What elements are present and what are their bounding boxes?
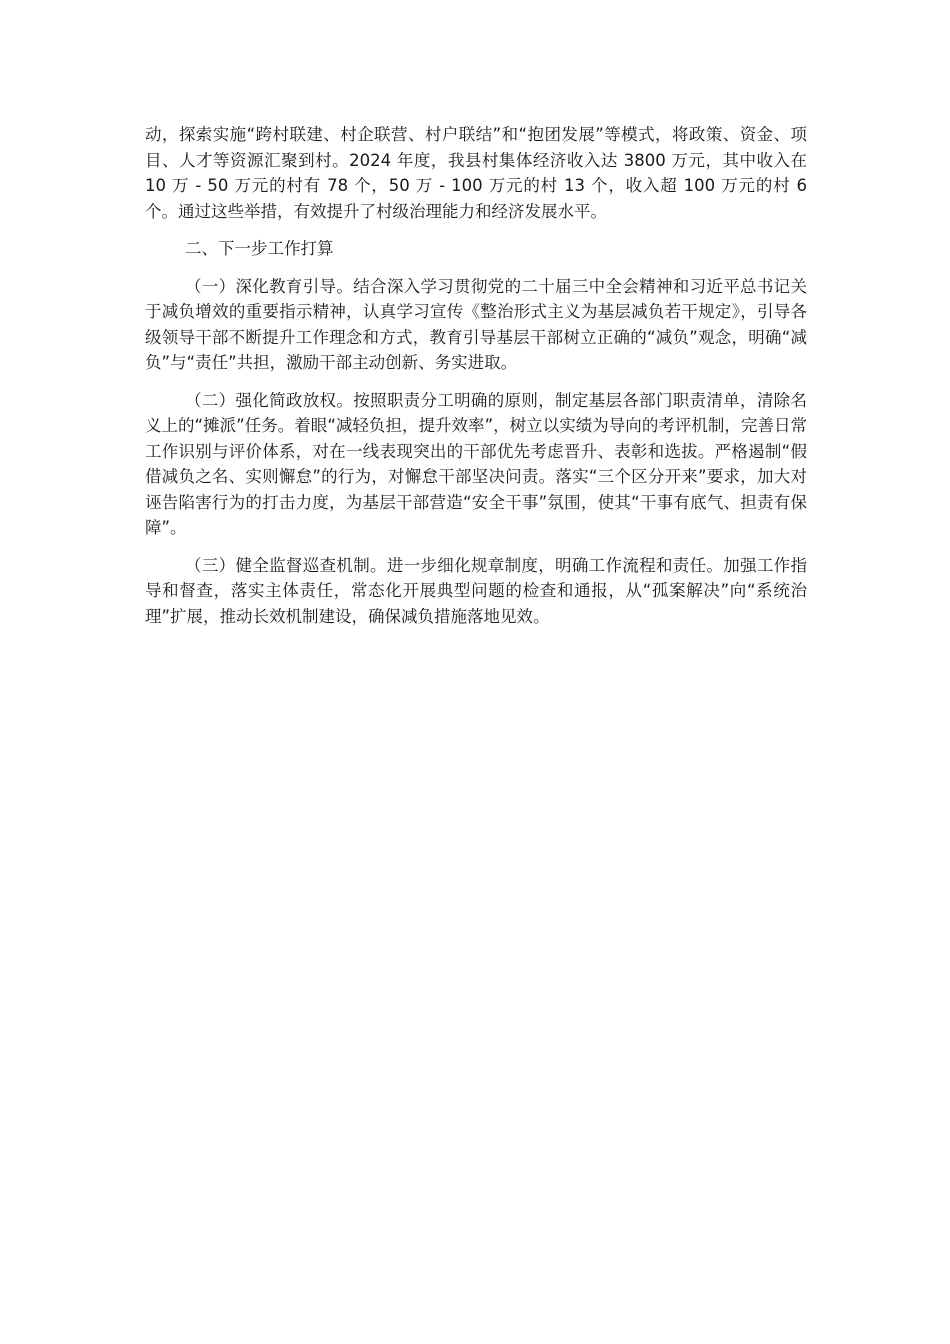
paragraph-decentralization: （二）强化简政放权。按照职责分工明确的原则，制定基层各部门职责清单，清除名义上的“摊派”任务。着眼“减轻负担，提升效率”，树立以实绩为导向的考评机制，完善日常工作识别与评价体系，对在一线表现突出的干部优先考虑晋升、表彰和选拔。严格遏制“假借减负之名、实则懈怠”的行为，对懈怠干部坚决问责。落实“三个区分开来”要求，加大对诬告陷害行为的打击力度，为基层干部营造“安全干事”氛围，使其“干事有底气、担责有保障”。 [145,390,807,537]
section-heading-next-steps: 二、下一步工作打算 [185,239,334,258]
paragraph-education-guidance: （一）深化教育引导。结合深入学习贯彻党的二十届三中全会精神和习近平总书记关于减负增效的重要指示精神，认真学习宣传《整治形式主义为基层减负若干规定》，引导各级领导干部不断提升工作理念和方式，教育引导基层干部树立正确的“减负”观念，明确“减负”与“责任”共担，激励干部主动创新、务实进取。 [145,276,807,372]
paragraph-supervision: （三）健全监督巡查机制。进一步细化规章制度，明确工作流程和责任。加强工作指导和督查，落实主体责任，常态化开展典型问题的检查和通报，从“孤案解决”向“系统治理”扩展，推动长效机制建设，确保减负措施落地见效。 [145,555,807,626]
document-body [145,122,807,641]
paragraph-continuation: 动，探索实施“跨村联建、村企联营、村户联结”和“抱团发展”等模式，将政策、资金、项目、人才等资源汇聚到村。2024 年度，我县村集体经济收入达 3800 万元，其中收入在 10 万 - 50 万元的村有 78 个，50 万 - 100 万元的村 13 个，收入超 100 万元的村 6 个。通过这些举措，有效提升了村级治理能力和经济发展水平。 [145,125,807,221]
